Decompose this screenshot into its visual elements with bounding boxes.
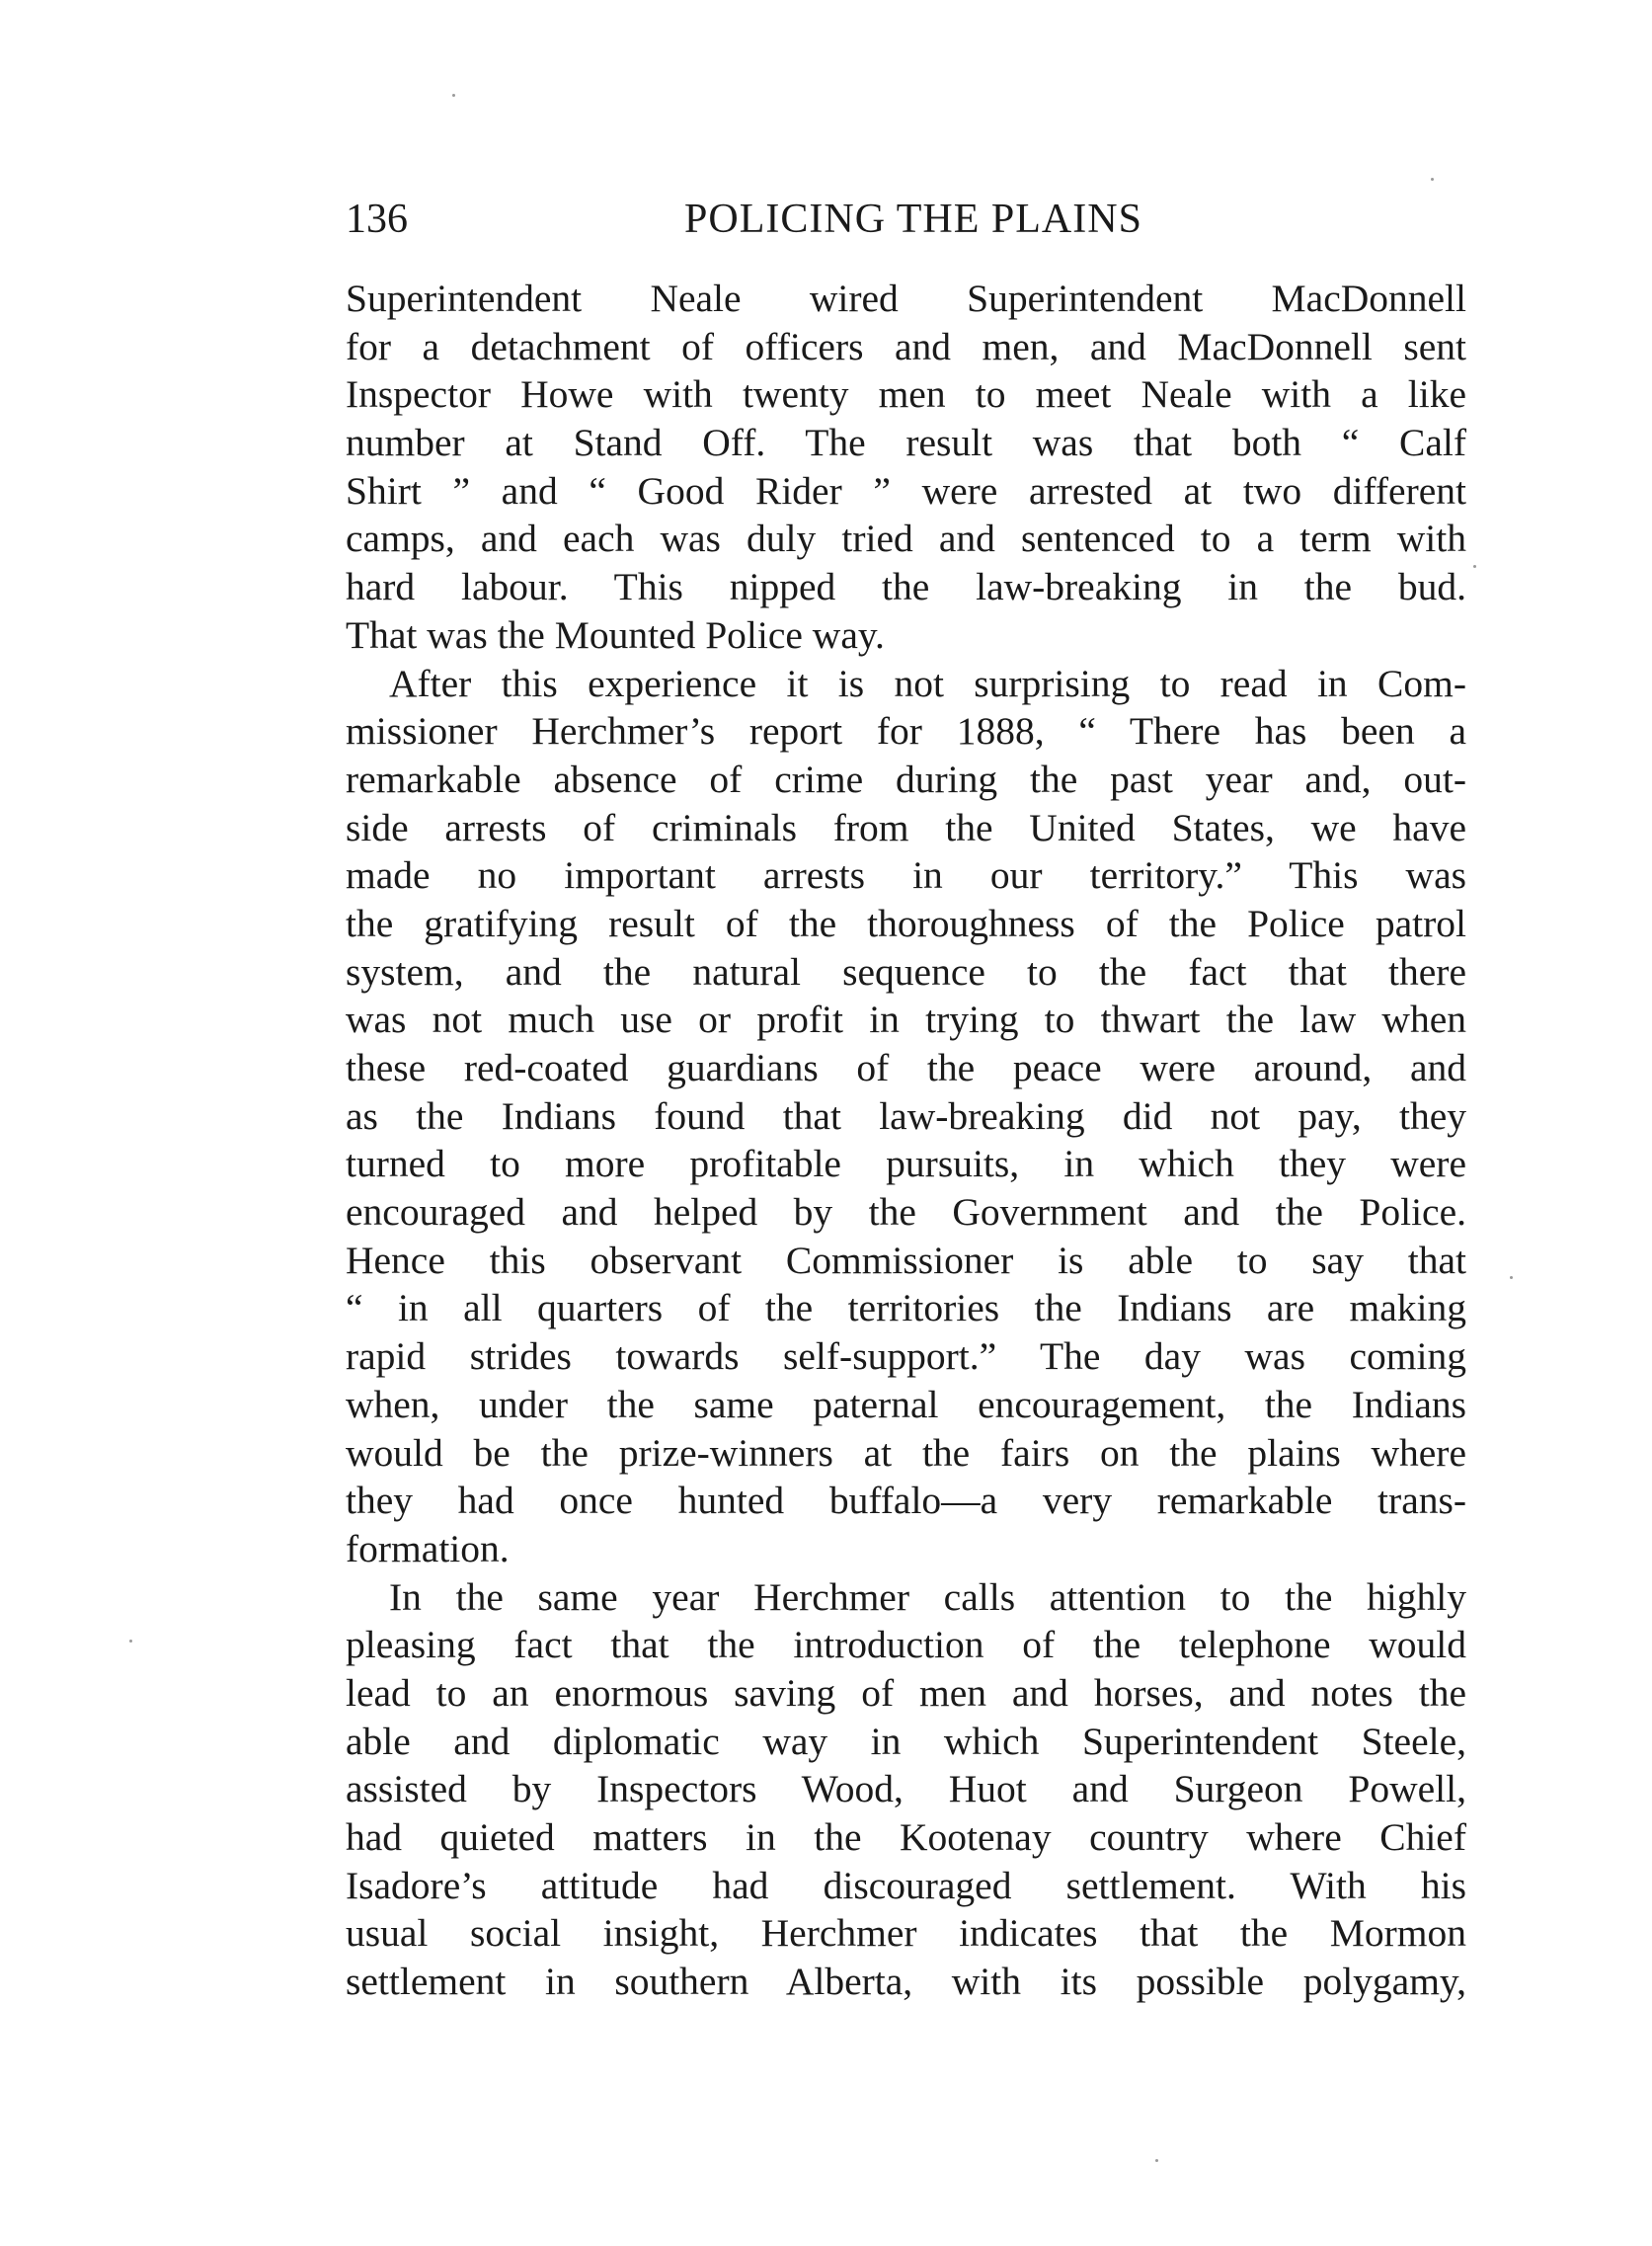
text-line: side arrests of criminals from the United States, we have xyxy=(346,805,1466,849)
text-line: system, and the natural sequence to the fact that there xyxy=(346,949,1466,994)
text-line: remarkable absence of crime during the past year and, out- xyxy=(346,757,1466,801)
text-line: assisted by Inspectors Wood, Huot and Surgeon Powell, xyxy=(346,1767,1466,1811)
paper-speck xyxy=(452,94,455,97)
text-line: In the same year Herchmer calls attention to the highly xyxy=(389,1574,1466,1619)
text-line: lead to an enormous saving of men and horses, and notes the xyxy=(346,1670,1466,1715)
paper-speck xyxy=(1510,1276,1513,1279)
paper-speck xyxy=(129,1640,132,1643)
text-line: That was the Mounted Police way. xyxy=(346,612,885,657)
text-line: hard labour. This nipped the law-breaking in the bud. xyxy=(346,565,1466,609)
text-line: pleasing fact that the introduction of the telephone would xyxy=(346,1623,1466,1667)
text-line: Superintendent Neale wired Superintendent MacDonnell xyxy=(346,277,1466,320)
running-title: POLICING THE PLAINS xyxy=(684,197,1142,242)
text-line: encouraged and helped by the Government and the Police. xyxy=(346,1190,1466,1235)
text-line: would be the prize-winners at the fairs on the plains where xyxy=(346,1430,1466,1475)
text-line: rapid strides towards self-support.” The day was coming xyxy=(346,1334,1466,1379)
text-line: number at Stand Off. The result was that both “ Calf xyxy=(346,421,1466,465)
text-line: missioner Herchmer’s report for 1888, “ There has been a xyxy=(346,709,1466,754)
text-line: they had once hunted buffalo—a very remarkable trans- xyxy=(346,1479,1466,1523)
text-line: was not much use or profit in trying to thwart the law when xyxy=(346,998,1466,1042)
text-line: Shirt ” and “ Good Rider ” were arrested at two different xyxy=(346,468,1466,513)
paper-speck xyxy=(1155,2159,1158,2162)
text-line: as the Indians found that law-breaking did not pay, they xyxy=(346,1093,1466,1138)
text-line: camps, and each was duly tried and sentenced to a term with xyxy=(346,517,1466,561)
text-line: turned to more profitable pursuits, in which they were xyxy=(346,1142,1466,1186)
text-line: formation. xyxy=(346,1526,510,1570)
text-line: settlement in southern Alberta, with its possible polygamy, xyxy=(346,1960,1466,2004)
text-line: had quieted matters in the Kootenay country where Chief xyxy=(346,1815,1466,1859)
paper-speck xyxy=(1431,178,1434,181)
body-text xyxy=(346,275,1466,2006)
text-line: made no important arrests in our territory.” This was xyxy=(346,853,1466,898)
text-line: these red-coated guardians of the peace were around, and xyxy=(346,1046,1466,1089)
text-line: “ in all quarters of the territories the Indians are making xyxy=(346,1286,1466,1330)
text-line: usual social insight, Herchmer indicates that the Mormon xyxy=(346,1911,1466,1956)
text-line: Hence this observant Commissioner is able to say that xyxy=(346,1238,1466,1282)
text-line: Inspector Howe with twenty men to meet Neale with a like xyxy=(346,372,1466,417)
text-line: the gratifying result of the thoroughness of the Police patrol xyxy=(346,901,1466,945)
text-line: for a detachment of officers and men, and MacDonnell sent xyxy=(346,324,1466,368)
running-head xyxy=(346,190,1481,249)
text-line: After this experience it is not surprising to read in Com- xyxy=(389,661,1466,705)
text-line: when, under the same paternal encouragement, the Indians xyxy=(346,1382,1466,1426)
page-number: 136 xyxy=(346,197,408,242)
text-line: Isadore’s attitude had discouraged settlement. With his xyxy=(346,1863,1466,1907)
paper-speck xyxy=(1473,565,1476,568)
text-line: able and diplomatic way in which Superintendent Steele, xyxy=(346,1719,1466,1763)
